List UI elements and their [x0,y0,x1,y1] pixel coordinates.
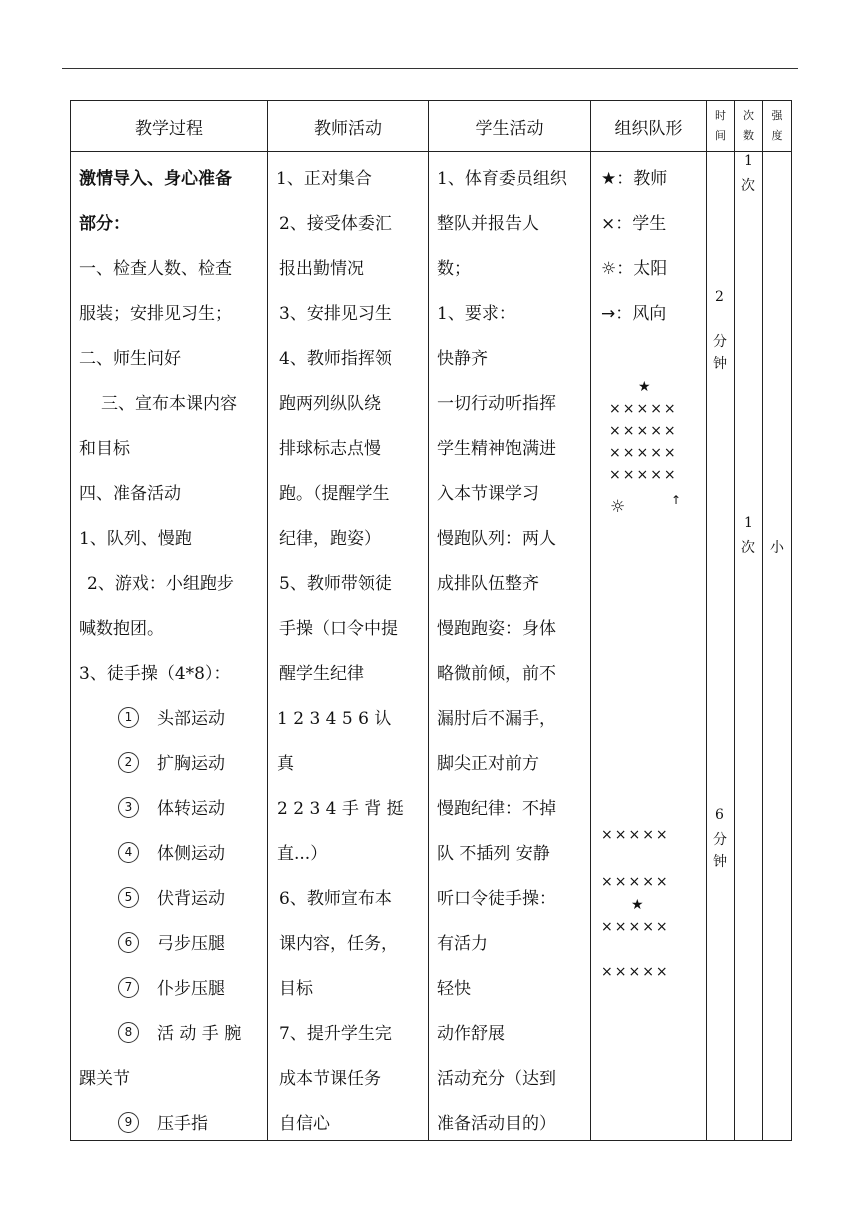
teacher-line: 自信心 [279,1114,330,1134]
student-row: ××××× [601,919,670,935]
teacher-line: 3、安排见习生 [279,304,392,324]
count-unit: 次 [741,540,755,556]
student-line: 一切行动听指挥 [437,394,556,414]
star-icon: ★ [601,169,617,189]
student-line: 整队并报告人 [437,214,539,234]
teacher-line: 排球标志点慢 [279,439,381,459]
exercise-item: 6 弓步压腿 [118,929,225,955]
sun-icon: ☼ [610,497,628,517]
count-value: 1 [744,515,753,531]
header-count: 次 数 [743,109,754,142]
header-student: 学生活动 [475,118,544,139]
circled-number: 4 [118,842,139,863]
teacher-line: 1 2 3 4 5 6 认 [277,709,392,729]
legend-sun: ☼：太阳 [601,259,668,279]
student-line: 1、要求： [437,304,516,324]
teacher-line: 目标 [279,979,313,999]
student-line: 动作舒展 [437,1024,505,1044]
student-row: ××××× [601,964,670,980]
col-divider [734,101,735,1140]
col-divider [762,101,763,1140]
header-time: 时 间 [715,109,726,142]
student-line: 1、体育委员组织 [437,169,567,189]
exercise-item: 3 体转运动 [118,794,225,820]
top-rule [62,68,798,69]
header-formation: 组织队形 [614,118,683,139]
exercise-item: 4 体侧运动 [118,839,225,865]
col-divider [590,101,591,1140]
col-divider [706,101,707,1140]
teacher-line: 课内容，任务， [279,934,398,954]
intensity-value: 小 [770,540,784,556]
student-row: ××××× [609,467,678,483]
count-value: 1 [744,153,753,169]
time-unit: 钟 [713,854,727,870]
exercise-item: 9 压手指 [118,1109,208,1135]
student-row: ××××× [609,401,678,417]
student-line: 队 不插列 安静 [437,844,550,864]
time-unit: 钟 [713,356,727,372]
process-line: 1、队列、慢跑 [79,529,192,549]
process-line: 和目标 [79,439,130,459]
time-unit: 分 [713,832,727,848]
student-line: 快静齐 [437,349,488,369]
teacher-line: 1、正对集合 [276,169,372,189]
circled-number: 2 [118,752,139,773]
header-intensity: 强 度 [771,109,783,142]
process-line: 四、准备活动 [79,484,181,504]
legend-teacher: ★：教师 [601,169,668,189]
exercise-item: 1 头部运动 [118,704,225,730]
arrow-up-icon: ↑ [671,493,684,507]
process-line: 一、检查人数、检查 [79,259,232,279]
circled-number: 5 [118,887,139,908]
section-title: 激情导入、身心准备 [79,169,232,189]
student-line: 慢跑纪律：不掉 [437,799,556,819]
process-line: 服装；安排见习生； [79,304,232,324]
circled-number: 9 [118,1112,139,1133]
student-line: 数； [437,259,471,279]
student-row: ××××× [601,874,670,890]
student-line: 慢跑队列：两人 [437,529,556,549]
teacher-line: 直...） [277,844,328,864]
circled-number: 1 [118,707,139,728]
time-value: 2 [715,289,724,305]
legend-wind: →：风向 [601,304,667,324]
teacher-line: 4、教师指挥领 [279,349,392,369]
process-line: 2、游戏：小组跑步 [87,574,234,594]
count-unit: 次 [741,178,755,194]
circled-number: 8 [118,1022,139,1043]
legend-student: ×：学生 [601,214,667,234]
teacher-line: 报出勤情况 [279,259,364,279]
header-divider [71,151,791,152]
student-line: 略微前倾，前不 [437,664,556,684]
student-line: 慢跑跑姿：身体 [437,619,556,639]
process-line: 踝关节 [79,1069,130,1089]
teacher-line: 跑两列纵队绕 [279,394,381,414]
star-icon: ★ [638,379,653,395]
star-icon: ★ [631,897,646,913]
header-process: 教学过程 [135,118,203,139]
process-line: 三、宣布本课内容 [101,394,237,414]
teacher-line: 手操（口令中提 [279,619,398,639]
teacher-line: 7、提升学生完 [279,1024,392,1044]
teacher-line: 跑。（提醒学生 [279,484,390,504]
student-row: ××××× [609,423,678,439]
teacher-line: 6、教师宣布本 [279,889,392,909]
teacher-line: 5、教师带领徒 [279,574,392,594]
process-line: 二、师生问好 [79,349,181,369]
exercise-item: 7 仆步压腿 [118,974,225,1000]
time-value: 6 [715,807,724,823]
student-line: 漏肘后不漏手， [437,709,556,729]
sun-icon: ☼ [601,259,617,279]
header-teacher: 教师活动 [314,118,382,139]
process-line: 喊数抱团。 [79,619,164,639]
circled-number: 3 [118,797,139,818]
student-line: 活动充分（达到 [437,1069,556,1089]
teacher-line: 醒学生纪律 [279,664,364,684]
circled-number: 6 [118,932,139,953]
student-row: ××××× [609,445,678,461]
teacher-line: 2 2 3 4 手 背 挺 [277,799,404,819]
student-line: 轻快 [437,979,471,999]
process-line: 3、徒手操（4*8）： [79,664,231,684]
exercise-item: 8 活 动 手 腕 [118,1019,241,1045]
student-line: 成排队伍整齐 [437,574,539,594]
student-line: 有活力 [437,934,488,954]
student-line: 脚尖正对前方 [437,754,539,774]
student-line: 听口令徒手操： [437,889,556,909]
student-line: 学生精神饱满进 [437,439,556,459]
section-title-cont: 部分： [79,214,130,234]
student-line: 入本节课学习 [437,484,539,504]
cross-icon: × [601,214,616,234]
exercise-item: 2 扩胸运动 [118,749,225,775]
col-divider [267,101,268,1140]
arrow-right-icon: → [601,304,616,324]
student-line: 准备活动目的） [437,1114,556,1134]
teacher-line: 2、接受体委汇 [279,214,392,234]
exercise-item: 5 伏背运动 [118,884,225,910]
circled-number: 7 [118,977,139,998]
teacher-line: 真 [277,754,294,774]
teacher-line: 纪律，跑姿） [279,529,381,549]
time-unit: 分 [713,334,727,350]
teacher-line: 成本节课任务 [279,1069,381,1089]
col-divider [428,101,429,1140]
lesson-plan-table [70,100,792,1141]
student-row: ××××× [601,827,670,843]
